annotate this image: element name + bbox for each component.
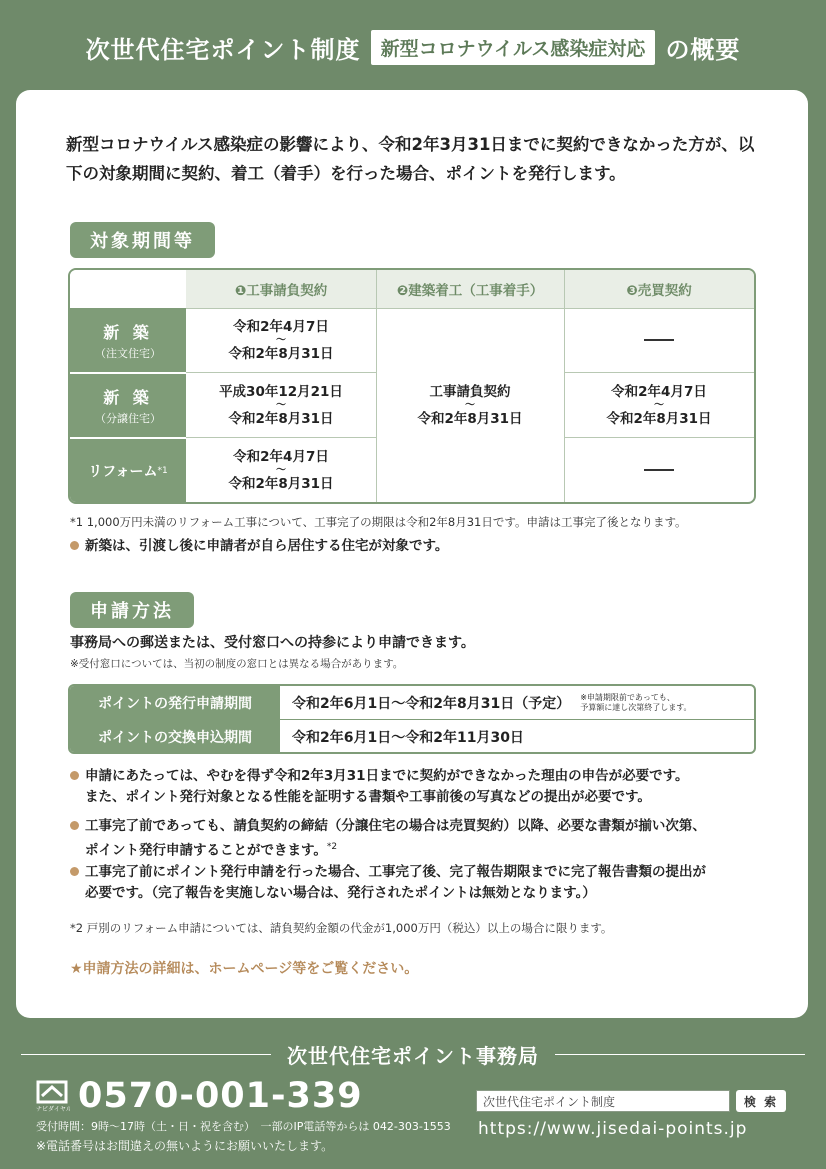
divider [564, 372, 754, 373]
divider [564, 270, 565, 502]
custom-contract-period: 令和2年4月7日 〜 令和2年8月31日 [228, 318, 334, 362]
page-header [0, 22, 826, 72]
search-button[interactable]: 検 索 [736, 1090, 786, 1112]
phone-number[interactable]: 0570-001-339 [78, 1076, 363, 1116]
spec-sale-period: 令和2年4月7日 〜 令和2年8月31日 [606, 383, 712, 427]
issue-period-label: ポイントの発行申請期間 [70, 686, 280, 719]
issue-period-note: ※申請期限前であっても、 予算額に達し次第終了します。 [580, 692, 692, 712]
issue-period-value: 令和2年6月1日〜令和2年8月31日（予定） ※申請期限前であっても、 予算額に達し次第終了します。 [292, 692, 692, 712]
navi-dial-icon [36, 1080, 70, 1112]
divider [555, 1054, 805, 1055]
bullet-apply-2: 工事完了前であっても、請負契約の締結（分譲住宅の場合は売買契約）以降、必要な書類が揃い次第、 ポイント発行申請することができます。$^{*2}$ [70, 816, 706, 862]
divider [186, 437, 376, 438]
lead-text: 新型コロナウイルス感染症の影響により、令和2年3月31日までに契約できなかった方が、以下の対象期間に契約、着工（着手）を行った場合、ポイントを発行します。 [66, 135, 755, 183]
construction-period: 工事請負契約 〜 令和2年8月31日 [417, 383, 523, 427]
bullet-dot [70, 771, 79, 780]
divider [376, 270, 377, 502]
divider [564, 437, 754, 438]
divider [186, 372, 376, 373]
page-title: 次世代住宅ポイント制度 [85, 35, 361, 64]
period-table [68, 268, 756, 504]
apply-intro: 事務局への郵送または、受付窓口への持参により申請できます。 [70, 635, 475, 651]
custom-sale-none [564, 308, 754, 372]
reform-sale-none [564, 438, 754, 502]
bullet-dot [70, 821, 79, 830]
row-label-custom-home: 新 築 （注文住宅） [70, 308, 186, 372]
spec-contract-period: 平成30年12月21日 〜 令和2年8月31日 [219, 383, 343, 427]
search-box[interactable]: 次世代住宅ポイント制度 [476, 1090, 730, 1112]
row-label-reform: リフォーム *1 [70, 438, 186, 502]
bullet-dot [70, 867, 79, 876]
bullet-dot [70, 541, 79, 550]
bullet-new-build: 新築は、引渡し後に申請者が自ら居住する住宅が対象です。 [70, 536, 448, 557]
covid-badge: 新型コロナウイルス感染症対応 [371, 30, 656, 65]
dash-mark [644, 339, 674, 341]
apply-heading: 申請方法 [70, 592, 194, 628]
reform-contract-period: 令和2年4月7日 〜 令和2年8月31日 [228, 448, 334, 492]
dash-mark [644, 469, 674, 471]
period-heading: 対象期間等 [70, 222, 215, 258]
content-card [16, 90, 808, 1018]
row-label-spec-home: 新 築 （分譲住宅） [70, 373, 186, 437]
bullet-apply-3: 工事完了前にポイント発行申請を行った場合、工事完了後、完了報告期限までに完了報告書類の提出が 必要です。（完了報告を実施しない場合は、発行されたポイントは無効となります。） [70, 862, 706, 904]
office-heading: 次世代住宅ポイント事務局 [0, 1040, 826, 1069]
divider [186, 308, 754, 309]
exchange-period-value: 令和2年6月1日〜令和2年11月30日 [292, 729, 524, 746]
apply-period-table [68, 684, 756, 754]
col-header-contract: ❶工事請負契約 [186, 270, 376, 308]
footnote-2: *2 戸別のリフォーム申請については、請負契約金額の代金が1,000万円（税込）以上の場合に限ります。 [70, 921, 613, 935]
svg-text:ナビダイヤル: ナビダイヤル [36, 1106, 70, 1112]
office-hours: 受付時間：9時〜17時（土・日・祝を含む） 一部のIP電話等からは 042-303-1553 [36, 1120, 451, 1133]
details-note: ★申請方法の詳細は、ホームページ等をご覧ください。 [70, 961, 419, 977]
col-header-construction: ❷建築着工（工事着手） [376, 270, 564, 308]
apply-intro-note: ※受付窓口については、当初の制度の窓口とは異なる場合があります。 [70, 658, 404, 670]
corner-cell [70, 270, 186, 308]
footnote-1: *1 1,000万円未満のリフォーム工事について、工事完了の期限は令和2年8月31日です。申請は工事完了後となります。 [70, 515, 687, 529]
website-url[interactable]: https://www.jisedai-points.jp [478, 1119, 748, 1139]
col-header-sale: ❸売買契約 [564, 270, 754, 308]
title-suffix: の概要 [665, 35, 741, 64]
phone-warning: ※電話番号はお間違えの無いようにお願いいたします。 [36, 1139, 334, 1153]
divider [21, 1054, 271, 1055]
exchange-period-label: ポイントの交換申込期間 [70, 720, 280, 753]
bullet-apply-1: 申請にあたっては、やむを得ず令和2年3月31日までに契約ができなかった理由の申告が必要です。 また、ポイント発行対象となる性能を証明する書類や工事前後の写真などの提出が必要です。 [70, 766, 689, 808]
